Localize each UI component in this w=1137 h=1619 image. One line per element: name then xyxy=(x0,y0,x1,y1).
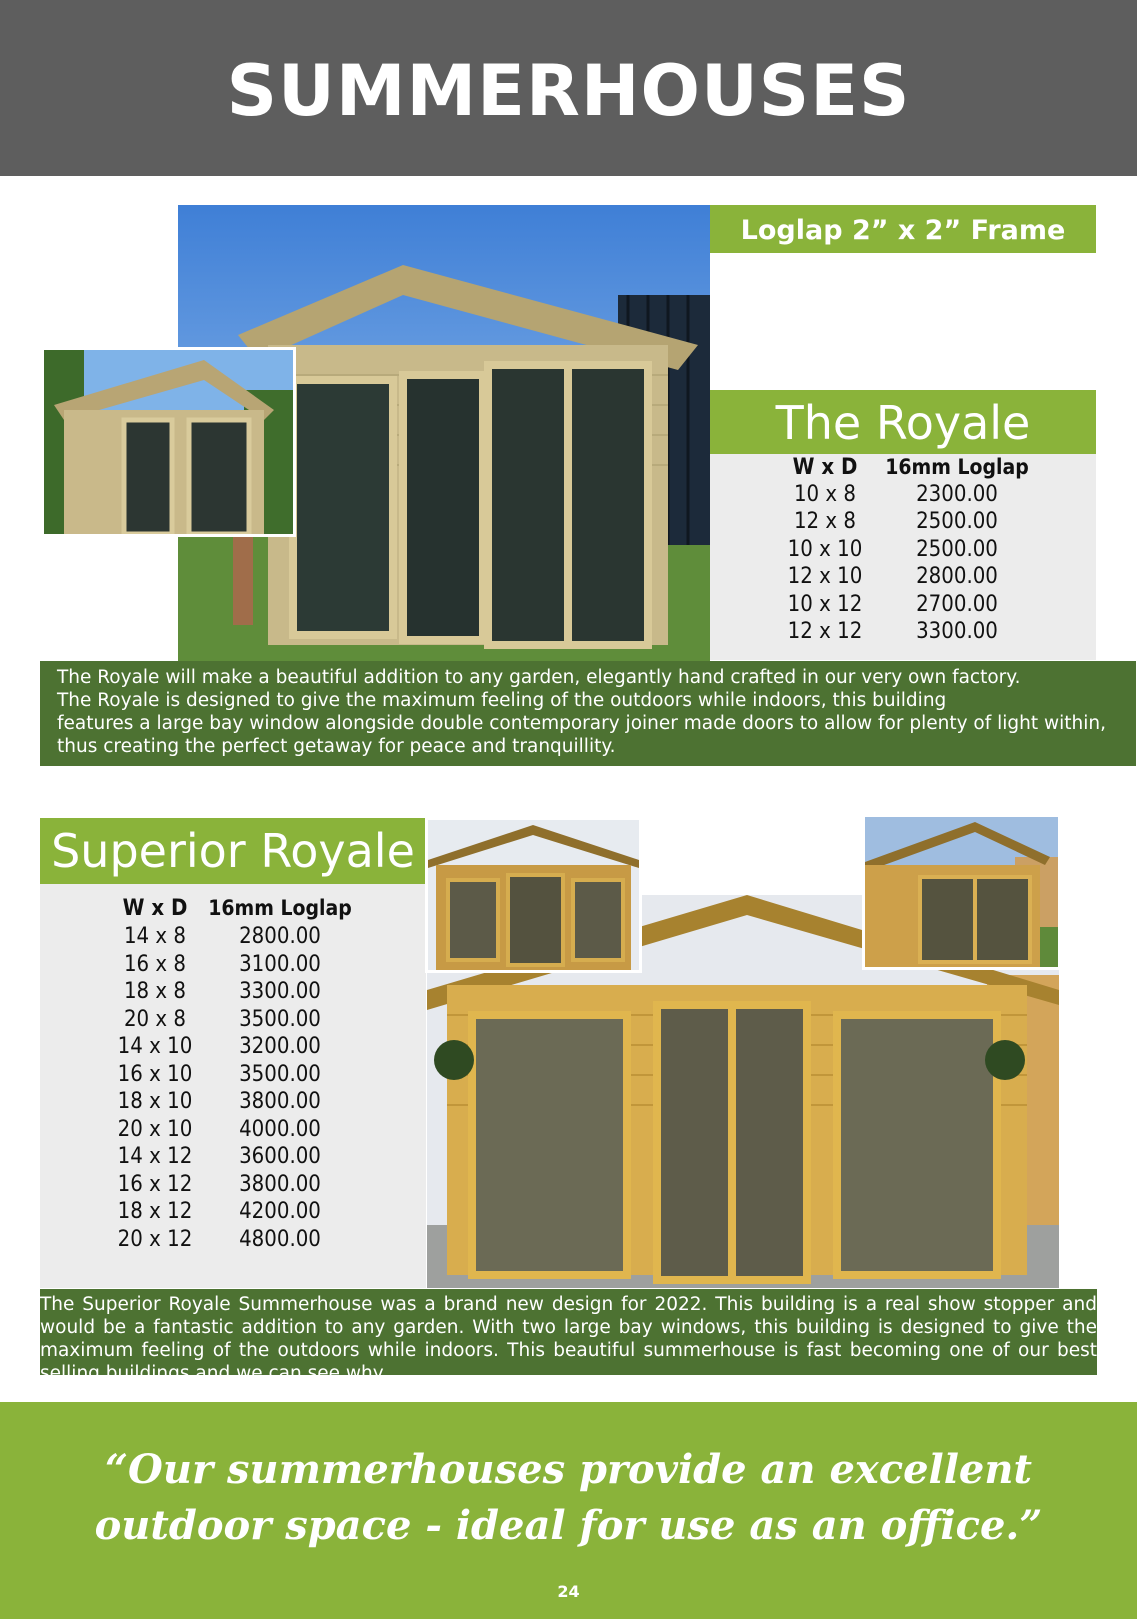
royale-desc-line: The Royale is designed to give the maximum feeling of the outdoors while indoors, this building xyxy=(57,690,947,711)
superior-size: 16 x 10 xyxy=(117,1062,193,1087)
royale-size: 12 x 8 xyxy=(793,509,857,534)
superior-title: Superior Royale xyxy=(51,824,415,878)
superior-price: 3500.00 xyxy=(239,1062,321,1087)
quote-line-2: outdoor space - ideal for use as an office.” xyxy=(94,1502,1043,1549)
superior-desc-text: The Superior Royale Summerhouse was a brand new design for 2022. This building is a real show stopper and would be a fantastic addition to any garden. With two large bay windows, this building is designed to give the maximum feeling of the outdoors while indoors. This beautiful summerhouse is fast becoming one of our best selling buildings and we can see why. xyxy=(40,1294,1097,1384)
superior-price: 4800.00 xyxy=(239,1227,321,1252)
superior-size: 18 x 10 xyxy=(117,1089,193,1114)
royale-price: 2300.00 xyxy=(916,482,998,507)
superior-inset-photo-front xyxy=(428,820,639,970)
superior-col-price-header: 16mm Loglap xyxy=(208,896,352,920)
royale-col-size-header: W x D xyxy=(792,455,858,480)
royale-price: 2700.00 xyxy=(916,592,998,617)
royale-col-price-header: 16mm Loglap xyxy=(885,455,1029,479)
superior-price: 3800.00 xyxy=(239,1172,321,1197)
royale-desc-line: thus creating the perfect getaway for peace and tranquillity. xyxy=(57,736,616,757)
royale-description xyxy=(40,661,1136,766)
superior-size: 14 x 8 xyxy=(123,924,187,949)
frame-type-bar xyxy=(710,205,1096,253)
superior-price: 4200.00 xyxy=(239,1199,321,1224)
superior-size: 20 x 12 xyxy=(117,1227,193,1252)
royale-title-bar xyxy=(710,390,1096,454)
superior-size: 18 x 8 xyxy=(123,979,187,1004)
royale-price: 2500.00 xyxy=(916,537,998,562)
royale-price: 3300.00 xyxy=(916,619,998,644)
superior-description xyxy=(40,1289,1097,1384)
superior-title-bar xyxy=(40,818,426,884)
footer-quote xyxy=(0,1442,1137,1554)
royale-inset-photo xyxy=(44,350,293,534)
royale-price: 2500.00 xyxy=(916,509,998,534)
quote-line-1: “Our summerhouses provide an excellent xyxy=(105,1446,1032,1493)
superior-price: 3500.00 xyxy=(239,1007,321,1032)
superior-inset-photo-side xyxy=(865,817,1058,967)
superior-size: 20 x 10 xyxy=(117,1117,193,1142)
quote-footer xyxy=(0,1402,1137,1619)
royale-title: The Royale xyxy=(775,396,1031,450)
royale-size: 10 x 12 xyxy=(787,592,863,617)
superior-size: 14 x 10 xyxy=(117,1034,193,1059)
royale-price: 2800.00 xyxy=(916,564,998,589)
royale-size: 10 x 8 xyxy=(793,482,857,507)
superior-size: 16 x 8 xyxy=(123,952,187,977)
page-title: SUMMERHOUSES xyxy=(226,50,911,132)
royale-desc-line: The Royale will make a beautiful addition to any garden, elegantly hand crafted in our very own factory. xyxy=(57,667,1021,688)
superior-price: 2800.00 xyxy=(239,924,321,949)
page-header xyxy=(0,0,1137,176)
superior-size: 14 x 12 xyxy=(117,1144,193,1169)
royale-size: 12 x 12 xyxy=(787,619,863,644)
frame-type-label: Loglap 2” x 2” Frame xyxy=(740,215,1066,246)
superior-price-table xyxy=(40,884,426,1288)
superior-price: 4000.00 xyxy=(239,1117,321,1142)
superior-price: 3300.00 xyxy=(239,979,321,1004)
royale-desc-line: features a large bay window alongside double contemporary joiner made doors to allow for plenty of light within, xyxy=(57,713,1106,734)
superior-size: 16 x 12 xyxy=(117,1172,193,1197)
superior-price: 3800.00 xyxy=(239,1089,321,1114)
superior-col-size-header: W x D xyxy=(122,896,188,921)
superior-price: 3200.00 xyxy=(239,1034,321,1059)
superior-price: 3600.00 xyxy=(239,1144,321,1169)
superior-price: 3100.00 xyxy=(239,952,321,977)
page-number: 24 xyxy=(557,1582,580,1601)
superior-size: 18 x 12 xyxy=(117,1199,193,1224)
royale-price-table xyxy=(710,454,1096,660)
royale-size: 12 x 10 xyxy=(787,564,863,589)
royale-size: 10 x 10 xyxy=(787,537,863,562)
superior-size: 20 x 8 xyxy=(123,1007,187,1032)
